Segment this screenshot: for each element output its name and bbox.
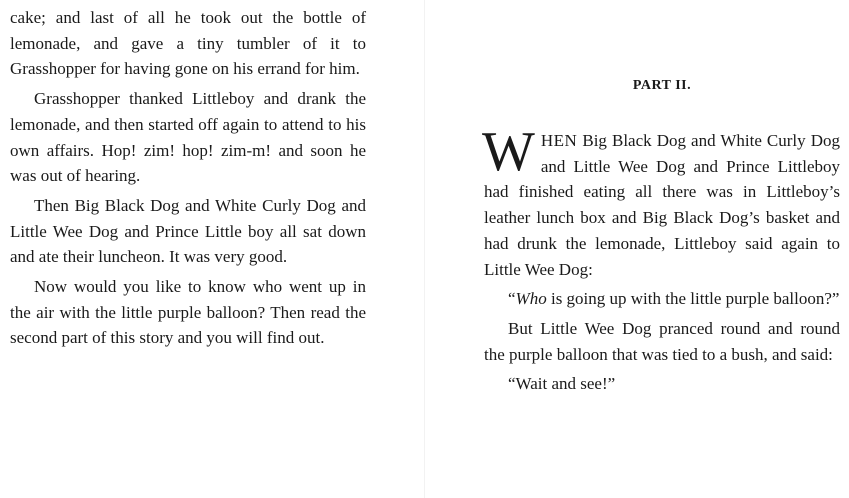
paragraph-3: Then Big Black Dog and White Curly Dog and Little Wee Dog and Prince Little boy all sat down and ate their luncheon. It was very good. <box>10 195 366 267</box>
drop-cap: W <box>482 121 535 183</box>
dialogue-answer: “Wait and see!” <box>508 374 616 394</box>
dialogue-question <box>484 286 840 312</box>
opening-caps: HEN <box>540 131 578 150</box>
open-quote: “ <box>508 289 516 309</box>
emphasis-who: Who <box>515 289 547 309</box>
opening-paragraph-text: Big Black Dog and White Curly Dog and Little Wee Dog and Prince Littleboy had finished eating all there was in Littleboy’s leather lunch box and Big Black Dog’s basket and had drunk the lemonade, Littleboy said again to Little Wee Dog: <box>484 131 840 279</box>
paragraph-1: cake; and last of all he took out the bottle of lemonade, and gave a tiny tumbler of it to Grasshopper for having gone on his errand for him. <box>10 8 366 79</box>
opening-paragraph <box>482 121 840 282</box>
right-page <box>430 0 849 498</box>
paragraph-2: Grasshopper thanked Littleboy and drank the lemonade, and then started off again to attend to his own affairs. Hop! zim! hop! zim-m! and soon he was out of hearing. <box>10 89 366 186</box>
part-heading: PART II. <box>632 78 692 93</box>
question-text: is going up with the little purple balloon?” <box>546 289 840 309</box>
left-page <box>0 0 420 498</box>
book-gutter <box>424 0 425 498</box>
paragraph-4: Now would you like to know who went up in the air with the little purple balloon? Then read the second part of this story and you will find out. <box>10 277 366 348</box>
paragraph-prance: But Little Wee Dog pranced round and round the purple balloon that was tied to a bush, and said: <box>484 318 840 364</box>
